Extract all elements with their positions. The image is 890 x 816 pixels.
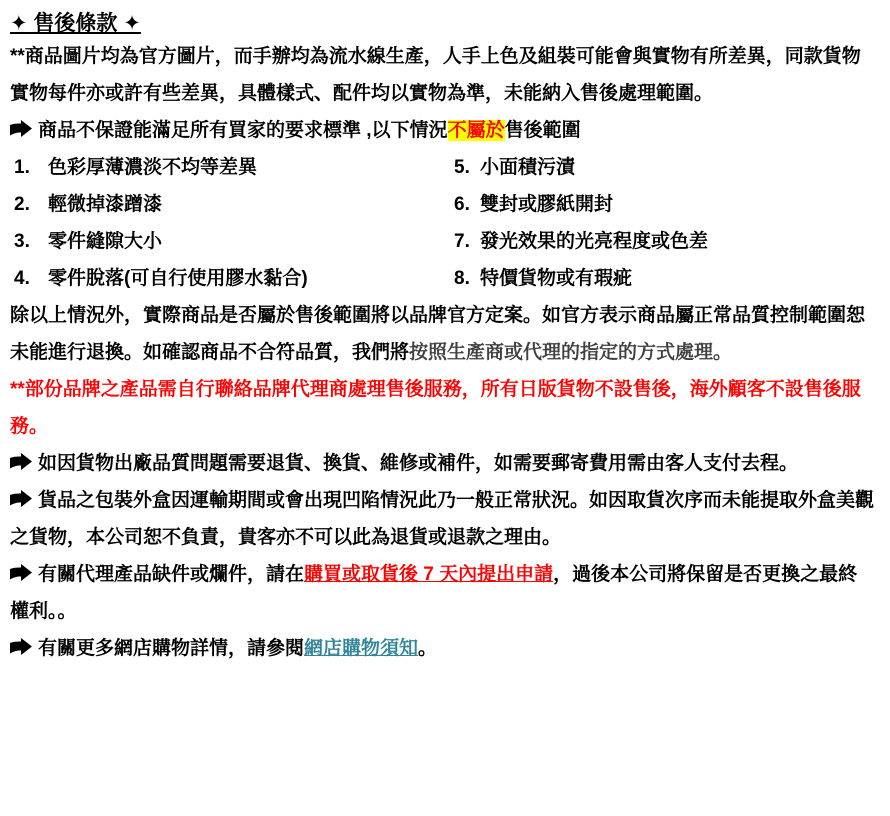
red-notice-paragraph: **部份品牌之產品需自行聯絡品牌代理商處理售後服務，所有日版貨物不設售後，海外顧客不設售後服務。 bbox=[10, 379, 861, 437]
arrow-right-icon bbox=[10, 453, 32, 470]
bullet-more-info bbox=[10, 630, 874, 667]
bullet-more-prefix: 有關更多網店購物詳情，請參閱 bbox=[38, 638, 305, 659]
bullet-packaging-text: 貨品之包裝外盒因運輸期間或會出現凹陷情況此乃一般正常狀況。如因取貨次序而未能提取外盒美觀之貨物，本公司恕不負責，貴客亦不可以此為退貨或退款之理由。 bbox=[10, 490, 875, 548]
bullet-shipping bbox=[10, 445, 874, 482]
shop-notice-link[interactable]: 網店購物須知 bbox=[304, 638, 419, 659]
list-item-text: 零件脫落(可自行使用膠水黏合) bbox=[48, 268, 308, 289]
list-item bbox=[14, 186, 454, 223]
list-item bbox=[14, 260, 454, 297]
list-item-text: 零件縫隙大小 bbox=[48, 231, 163, 252]
bullet-defect-prefix: 有關代理產品缺件或爛件，請在 bbox=[38, 564, 305, 585]
defect-deadline-text: 購買或取貨後 7 天內提出申請 bbox=[304, 564, 554, 585]
list-item bbox=[14, 149, 454, 186]
exclusion-list bbox=[10, 149, 874, 297]
list-item-text: 小面積污漬 bbox=[480, 157, 576, 178]
intro-paragraph: **商品圖片均為官方圖片，而手辦均為流水線生產，人手上色及組裝可能會與實物有所差異，同款貨物實物每件亦或許有些差異，具體樣式、配件均以實物為準，未能納入售後處理範圍。 bbox=[10, 46, 861, 104]
list-item-number: 6. bbox=[454, 194, 470, 215]
bullet-defect bbox=[10, 556, 874, 630]
arrow-right-icon bbox=[10, 490, 32, 507]
bullet-packaging bbox=[10, 482, 874, 556]
list-item-number: 5. bbox=[454, 157, 470, 178]
arrow-right-icon bbox=[10, 120, 32, 137]
list-item-number: 3. bbox=[14, 231, 30, 252]
list-item bbox=[454, 260, 874, 297]
page-title: ✦ 售後條款 ✦ bbox=[10, 12, 141, 35]
not-covered-heading bbox=[10, 112, 874, 149]
bullet-shipping-text: 如因貨物出廠品質問題需要退貨、換貨、維修或補件，如需要郵寄費用需由客人支付去程。 bbox=[38, 453, 799, 474]
decision-gray-text: 按照生產商或代理的指定的方式處理。 bbox=[409, 342, 733, 363]
list-item-text: 色彩厚薄濃淡不均等差異 bbox=[48, 157, 258, 178]
not-covered-highlight: 不屬於 bbox=[447, 120, 505, 141]
list-item-number: 2. bbox=[14, 194, 30, 215]
list-item-text: 輕微掉漆蹭漆 bbox=[48, 194, 163, 215]
arrow-right-icon bbox=[10, 564, 32, 581]
decision-paragraph bbox=[10, 297, 874, 371]
list-item-number: 1. bbox=[14, 157, 30, 178]
not-covered-prefix: 商品不保證能滿足所有買家的要求標準 ,以下情況 bbox=[38, 120, 448, 141]
bullet-defect-suffix: ，過後本公司將保留是否更換之最終權利。。 bbox=[10, 564, 858, 622]
list-item bbox=[14, 223, 454, 260]
decision-text: 除以上情況外，實際商品是否屬於售後範圍將以品牌官方定案。如官方表示商品屬正常品質控制範圍恕未能進行退換。如確認商品不合符品質，我們將 bbox=[10, 305, 866, 363]
list-item-number: 4. bbox=[14, 268, 30, 289]
list-item-text: 雙封或膠紙開封 bbox=[480, 194, 614, 215]
list-item bbox=[454, 186, 874, 223]
list-item-number: 8. bbox=[454, 268, 470, 289]
list-item bbox=[454, 149, 874, 186]
list-item-text: 特價貨物或有瑕疵 bbox=[480, 268, 633, 289]
bullet-more-suffix: 。 bbox=[418, 638, 438, 659]
list-item-number: 7. bbox=[454, 231, 470, 252]
not-covered-suffix: 售後範圍 bbox=[504, 120, 581, 141]
arrow-right-icon bbox=[10, 638, 32, 655]
list-item bbox=[454, 223, 874, 260]
list-item-text: 發光效果的光亮程度或色差 bbox=[480, 231, 709, 252]
